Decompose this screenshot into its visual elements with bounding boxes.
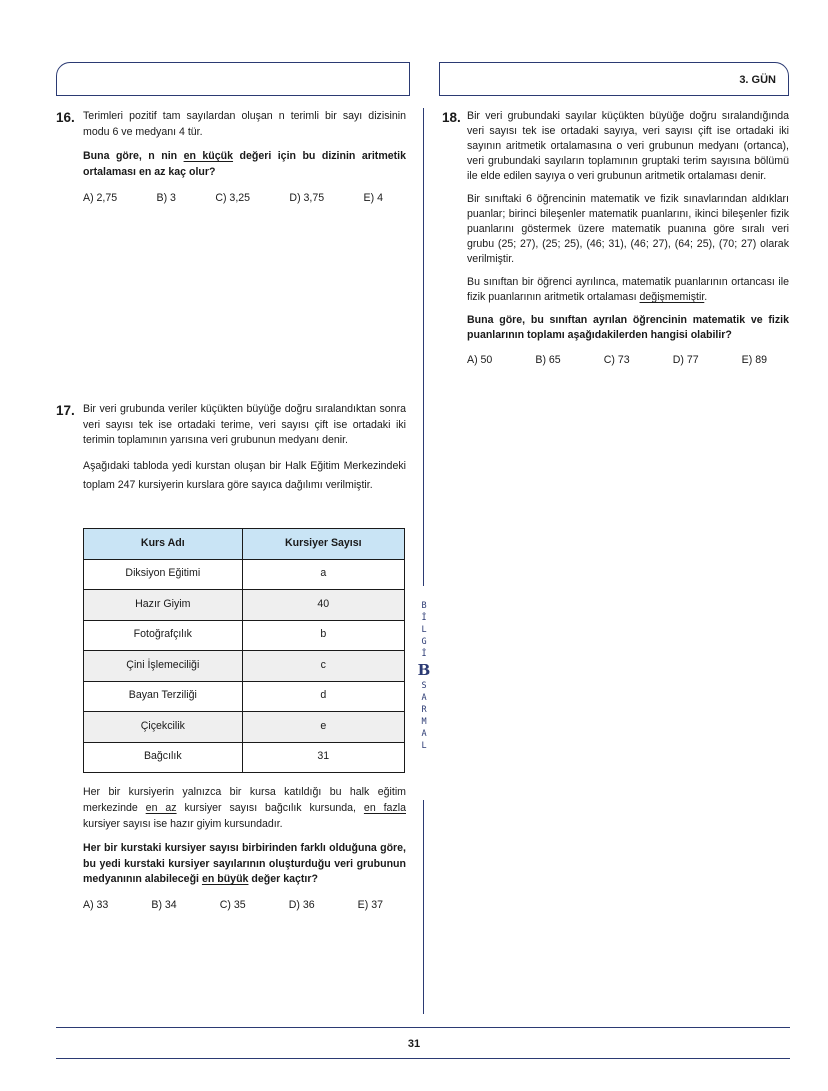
question-18-paragraph-2: Bir sınıftaki 6 öğrencinin matematik ve fizik sınavlarından aldıkları puanlar; birinci bileşenler matematik puanlarını, ikinci bileşenler fizik puanlarını göstermek üzere matematik puanına göre sıralı veri grubu (25; 27), (25; 25), (46; 31), (46; 27), (64; 25), (70; 27) olarak verilmiştir.	[467, 193, 789, 266]
course-name: Çiçekcilik	[84, 712, 243, 743]
question-17-paragraph-1: Bir veri grubunda veriler küçükten büyüğe doğru sıralandıktan sonra veri sayısı tek ise ortadaki terime, veri sayısı çift ise ortadaki iki terimin toplamının yarısına veri grubunun medyanı denir.	[83, 403, 406, 447]
column-divider-top	[423, 108, 424, 586]
question-18-paragraph-1: Bir veri grubundaki sayılar küçükten büyüğe doğru sıralandığında veri sayısı tek ise ortadaki sayıya, veri sayısı çift ise ortadaki iki sayının aritmetik ortalamasına o veri grubunun medyanı (ortanca), veri grubundaki sayıların toplamının gruptaki terim sayısına bölümü ile elde edilen sayıya o veri grubunun aritmetik ortalaması denir.	[467, 110, 789, 183]
course-name: Bayan Terziliği	[84, 681, 243, 712]
header-right-box	[439, 62, 789, 96]
course-table	[83, 528, 405, 773]
question-18	[467, 109, 789, 368]
option-a[interactable]: A) 50	[467, 354, 493, 367]
course-count: d	[242, 681, 404, 712]
day-label: 3. GÜN	[739, 74, 776, 86]
question-18-number: 18.	[442, 110, 461, 125]
table-row	[84, 742, 405, 773]
course-count: 40	[242, 590, 404, 621]
question-17-options	[83, 898, 383, 914]
option-a[interactable]: A) 2,75	[83, 191, 118, 204]
table-header-row	[84, 529, 405, 560]
table-row	[84, 559, 405, 590]
option-b[interactable]: B) 34	[151, 899, 177, 912]
column-header-course: Kurs Adı	[84, 529, 243, 560]
question-18-ask: Buna göre, bu sınıftan ayrılan öğrencinin matematik ve fizik puanlarının toplamı aşağıdakilerden hangisi olabilir?	[467, 314, 789, 342]
question-16-stem: Terimleri pozitif tam sayılardan oluşan n terimli bir sayı dizisinin modu 6 ve medyanı 4 tür.	[83, 110, 406, 138]
question-18-paragraph-3: Bu sınıftan bir öğrenci ayrılınca, matematik puanlarının ortancası ile fizik puanlarının aritmetik ortalaması değişmemiştir.	[467, 276, 789, 304]
option-a[interactable]: A) 33	[83, 899, 109, 912]
column-header-count: Kursiyer Sayısı	[242, 529, 404, 560]
header-left-box	[56, 62, 410, 96]
question-17-number: 17.	[56, 403, 75, 418]
question-17-body	[83, 785, 406, 914]
course-name: Diksiyon Eğitimi	[84, 559, 243, 590]
question-16-number: 16.	[56, 110, 75, 125]
option-e[interactable]: E) 89	[741, 354, 767, 367]
option-c[interactable]: C) 35	[219, 899, 246, 912]
question-16	[83, 109, 406, 206]
table-row	[84, 590, 405, 621]
table-row	[84, 712, 405, 743]
question-16-ask: Buna göre, n nin en küçük değeri için bu dizinin aritmetik ortalaması en az kaç olur?	[83, 149, 407, 178]
course-name: Hazır Giyim	[84, 590, 243, 621]
table-row	[84, 651, 405, 682]
option-b[interactable]: B) 3	[156, 191, 176, 204]
table-row	[84, 681, 405, 712]
option-c[interactable]: C) 73	[603, 354, 630, 367]
option-e[interactable]: E) 37	[357, 899, 383, 912]
option-d[interactable]: D) 77	[672, 354, 699, 367]
course-count: b	[242, 620, 404, 651]
course-name: Fotoğrafçılık	[84, 620, 243, 651]
course-count: a	[242, 559, 404, 590]
column-divider-bottom	[423, 800, 424, 1014]
option-c[interactable]: C) 3,25	[215, 191, 251, 204]
option-d[interactable]: D) 3,75	[289, 191, 325, 204]
option-e[interactable]: E) 4	[363, 191, 383, 204]
footer-rule-top	[56, 1027, 790, 1028]
course-count: e	[242, 712, 404, 743]
brand-logo-icon: B	[417, 661, 431, 679]
side-brand: B İ L G İ B S A R M A L	[417, 601, 431, 751]
question-17-paragraph-3: Her bir kursiyerin yalnızca bir kursa katıldığı bu halk eğitim merkezinde en az kursiyer sayısı bağcılık kursunda, en fazla kursiyer sayısı ise hazır giyim kursundadır.	[83, 786, 406, 830]
course-count: 31	[242, 742, 404, 773]
table-row	[84, 620, 405, 651]
question-17-ask: Her bir kurstaki kursiyer sayısı birbirinden farklı olduğuna göre, bu yedi kurstaki kursiyer sayılarının oluşturduğu veri grubunun medyanının alabileceği en büyük değer kaçtır?	[83, 841, 406, 886]
course-name: Çini İşlemeciliği	[84, 651, 243, 682]
question-16-options	[83, 191, 383, 207]
footer-rule-bottom	[56, 1058, 790, 1059]
course-name: Bağcılık	[84, 742, 243, 773]
course-count: c	[242, 651, 404, 682]
page-number: 31	[407, 1038, 421, 1050]
question-18-options	[467, 353, 767, 368]
option-d[interactable]: D) 36	[288, 899, 315, 912]
option-b[interactable]: B) 65	[535, 354, 561, 367]
question-17-paragraph-2: Aşağıdaki tabloda yedi kurstan oluşan bir Halk Eğitim Merkezindeki toplam 247 kursiyerin kurslara göre sayıca dağılımı verilmiştir.	[83, 460, 406, 491]
question-17-intro	[83, 402, 406, 502]
